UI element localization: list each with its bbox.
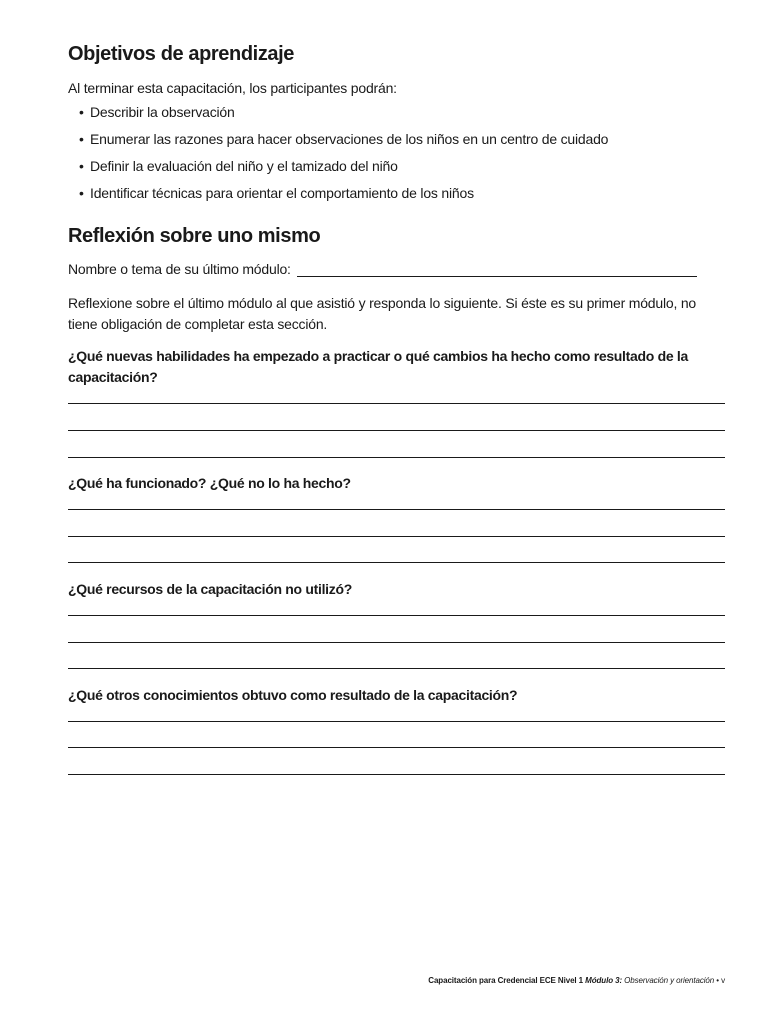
- page-number: v: [721, 976, 725, 985]
- question-3: ¿Qué recursos de la capacitación no utilizó?: [68, 581, 352, 597]
- footer-title: Observación y orientación: [624, 976, 715, 985]
- section-heading-reflexion: Reflexión sobre uno mismo: [68, 225, 321, 247]
- list-item: • Describir la observación: [79, 104, 235, 120]
- module-name-label: Nombre o tema de su último módulo:: [68, 261, 291, 277]
- answer-line[interactable]: [68, 403, 725, 404]
- answer-line[interactable]: [68, 642, 725, 643]
- reflexion-instructions: Reflexione sobre el último módulo al que asistió y responda lo siguiente. Si éste es su primer módulo, no tiene obligación de completar esta sección.: [68, 295, 697, 332]
- bullet-icon: •: [79, 104, 84, 120]
- question-1: ¿Qué nuevas habilidades ha empezado a practicar o qué cambios ha hecho como resultado de la capacitación?: [68, 348, 688, 385]
- list-item: • Identificar técnicas para orientar el comportamiento de los niños: [79, 185, 474, 201]
- footer-separator: •: [716, 976, 719, 985]
- module-name-row: [68, 261, 697, 277]
- page-footer: [428, 976, 725, 985]
- answer-line[interactable]: [68, 721, 725, 722]
- answer-line[interactable]: [68, 668, 725, 669]
- bullet-icon: •: [79, 158, 84, 174]
- module-name-field[interactable]: [297, 261, 697, 277]
- objetivos-list: [68, 102, 608, 210]
- section-heading-objetivos: Objetivos de aprendizaje: [68, 43, 295, 65]
- bullet-icon: •: [79, 131, 84, 147]
- list-item: • Enumerar las razones para hacer observaciones de los niños en un centro de cuidado: [79, 131, 609, 147]
- objetivos-intro: Al terminar esta capacitación, los participantes podrán:: [68, 80, 397, 96]
- question-4: ¿Qué otros conocimientos obtuvo como resultado de la capacitación?: [68, 687, 518, 703]
- answer-line[interactable]: [68, 536, 725, 537]
- answer-line[interactable]: [68, 562, 725, 563]
- answer-line[interactable]: [68, 615, 725, 616]
- bullet-icon: •: [79, 185, 84, 201]
- question-2: ¿Qué ha funcionado? ¿Qué no lo ha hecho?: [68, 475, 351, 491]
- answer-line[interactable]: [68, 747, 725, 748]
- footer-course: Capacitación para Credencial ECE Nivel 1: [428, 976, 584, 985]
- answer-line[interactable]: [68, 509, 725, 510]
- list-item: • Definir la evaluación del niño y el tamizado del niño: [79, 158, 398, 174]
- footer-module: Módulo 3:: [585, 976, 623, 985]
- answer-line[interactable]: [68, 774, 725, 775]
- answer-line[interactable]: [68, 430, 725, 431]
- answer-line[interactable]: [68, 457, 725, 458]
